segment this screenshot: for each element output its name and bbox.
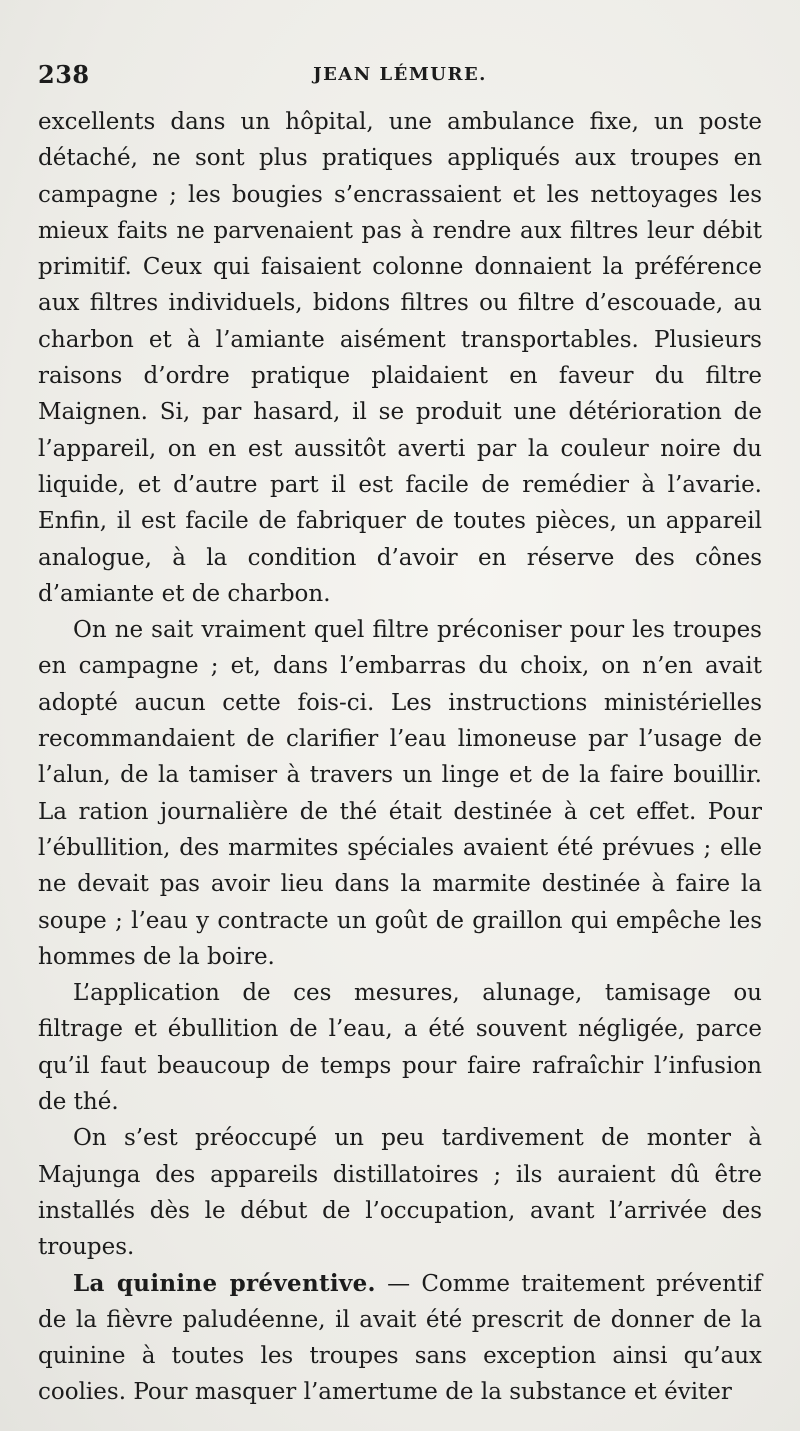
paragraph-measures — [38, 975, 762, 1120]
book-page — [38, 0, 762, 1431]
section-lead-heading: La quinine préventive. — [73, 1269, 376, 1297]
body-text — [38, 104, 762, 1411]
paragraph-distillation — [38, 1120, 762, 1265]
paragraph-text: On ne sait vraiment quel filtre préconiser pour les troupes en campagne ; et, dans l’embarras du choix, on n’en avait adopté aucun cette fois-ci. Les instructions ministérielles recommandaient de clarifier l’eau limoneuse par l’usage de l’alun, de la tamiser à travers un linge et de la faire bouillir. La ration journalière de thé était destinée à cet effet. Pour l’ébullition, des marmites spéciales avaient été prévues ; elle ne devait pas avoir lieu dans la marmite destinée à faire la soupe ; l’eau y contracte un goût de graillon qui empêche les hommes de la boire. — [38, 617, 762, 970]
paragraph-filter-choice — [38, 612, 762, 975]
running-title: JEAN LÉMURE. — [313, 64, 487, 85]
paragraph-text: On s’est préoccupé un peu tardivement de monter à Majunga des appareils distillatoires ; ils auraient dû être installés dès le début de l’occupation, avant l’arrivée des troupes. — [38, 1125, 762, 1261]
paragraph-text: excellents dans un hôpital, une ambulance fixe, un poste détaché, ne sont plus pratiques appliqués aux troupes en campagne ; les bougies s’encrassaient et les nettoyages les mieux faits ne parvenaient pas à rendre aux filtres leur débit primitif. Ceux qui faisaient colonne donnaient la préférence aux filtres individuels, bidons filtres ou filtre d’escouade, au charbon et à l’amiante aisément transportables. Plusieurs raisons d’ordre pratique plaidaient en faveur du filtre Maignen. Si, par hasard, il se produit une détérioration de l’appareil, on en est aussitôt averti par la couleur noire du liquide, et d’autre part il est facile de remédier à l’avarie. Enfin, il est facile de fabriquer de toutes pièces, un appareil analogue, à la condition d’avoir en réserve des cônes d’amiante et de charbon. — [38, 109, 762, 607]
running-head — [38, 60, 762, 94]
paragraph-text: L’application de ces mesures, alunage, tamisage ou filtrage et ébullition de l’eau, a été souvent négligée, parce qu’il faut beaucoup de temps pour faire rafraîchir l’infusion de thé. — [38, 980, 762, 1116]
paragraph-text: — Comme traitement préventif de la fièvre paludéenne, il avait été prescrit de donner de la quinine à toutes les troupes sans exception ainsi qu’aux coolies. Pour masquer l’amertume de la substance et éviter — [38, 1270, 762, 1406]
paragraph-quinine — [38, 1266, 762, 1411]
page-number: 238 — [38, 60, 90, 89]
paragraph-filters-continued — [38, 104, 762, 612]
